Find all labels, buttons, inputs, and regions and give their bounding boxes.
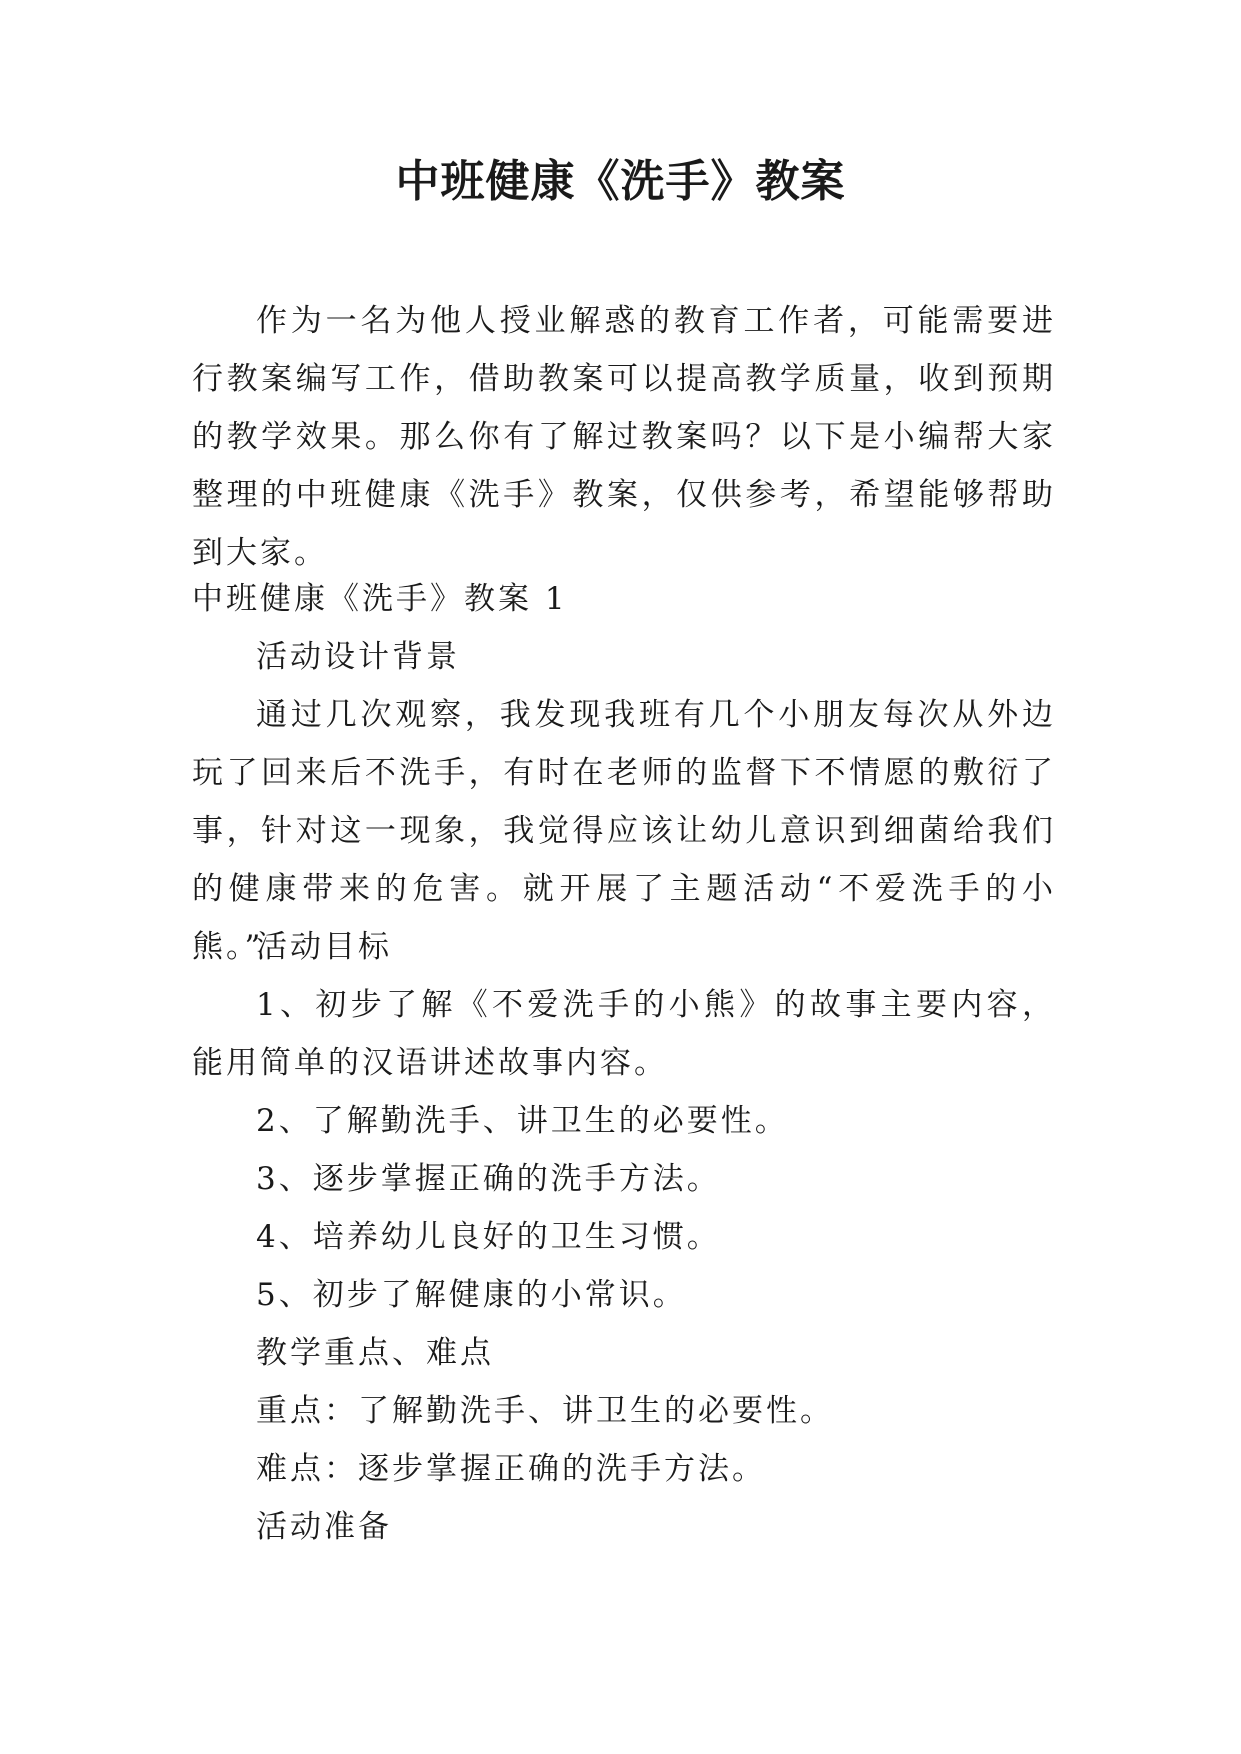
key-points-heading: 教学重点、难点 <box>256 1335 494 1371</box>
goal-item-3: 3、逐步掌握正确的洗手方法。 <box>256 1161 721 1197</box>
preparation-heading: 活动准备 <box>256 1509 392 1545</box>
background-paragraph: 通过几次观察，我发现我班有几个小朋友每次从外边玩了回来后不洗手，有时在老师的监督下不情愿的敷衍了事，针对这一现象，我觉得应该让幼儿意识到细菌给我们的健康带来的危害。就开展了主题活动“不爱洗手的小熊。” <box>192 697 1056 965</box>
goal-item-2: 2、了解勤洗手、讲卫生的必要性。 <box>256 1103 789 1139</box>
goals-heading: 活动目标 <box>256 929 392 965</box>
key-point: 重点：了解勤洗手、讲卫生的必要性。 <box>256 1393 834 1429</box>
background-heading: 活动设计背景 <box>256 639 460 675</box>
goal-item-5: 5、初步了解健康的小常识。 <box>256 1277 687 1313</box>
document-title: 中班健康《洗手》教案 <box>395 156 846 207</box>
goal-item-1: 1、初步了解《不爱洗手的小熊》的故事主要内容，能用简单的汉语讲述故事内容。 <box>192 987 1056 1081</box>
difficult-point: 难点：逐步掌握正确的洗手方法。 <box>256 1451 766 1487</box>
intro-paragraph: 作为一名为他人授业解惑的教育工作者，可能需要进行教案编写工作，借助教案可以提高教学质量，收到预期的教学效果。那么你有了解过教案吗？以下是小编帮大家整理的中班健康《洗手》教案，仅供参考，希望能够帮助到大家。 <box>192 303 1056 571</box>
goal-item-4: 4、培养幼儿良好的卫生习惯。 <box>256 1219 721 1255</box>
section-heading: 中班健康《洗手》教案 1 <box>192 581 568 617</box>
